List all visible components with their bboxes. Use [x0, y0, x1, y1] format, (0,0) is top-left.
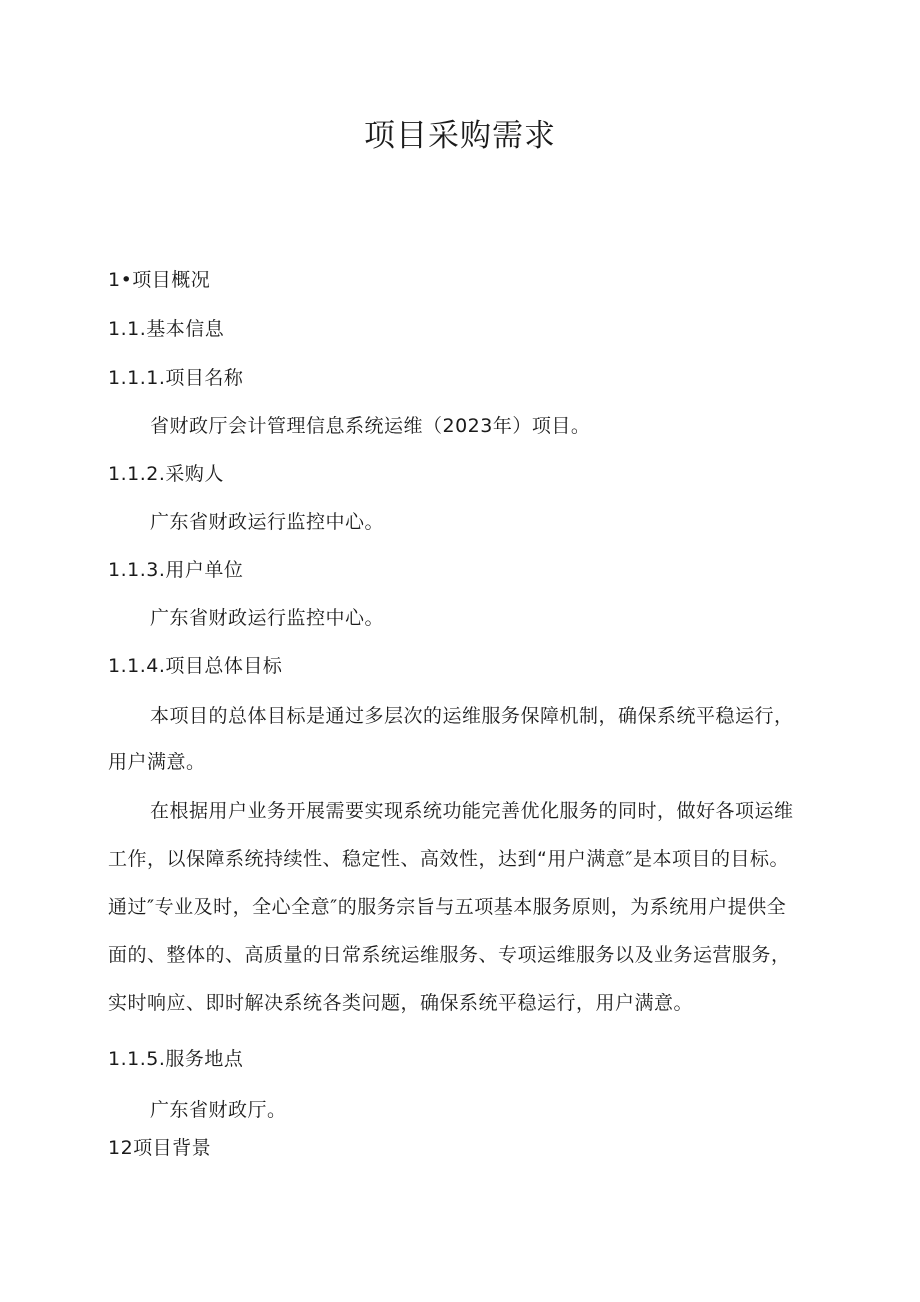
section-heading-project-background: 12项目背景: [108, 1137, 212, 1159]
section-heading-overall-goal: 1.1.4.项目总体目标: [108, 655, 283, 677]
section-heading-basic-info: 1.1.基本信息: [108, 318, 225, 340]
goal-detail-paragraph-line: 在根据用户业务开展需要实现系统功能完善优化服务的同时，做好各项运维: [150, 800, 794, 822]
section-heading-project-overview: 1•项目概况: [108, 269, 211, 291]
section-heading-project-name: 1.1.1.项目名称: [108, 367, 244, 389]
purchaser-text: 广东省财政运行监控中心。: [150, 511, 385, 533]
overall-goal-paragraph-line: 用户满意。: [108, 751, 206, 773]
project-name-text: 省财政厅会计管理信息系统运维（2023年）项目。: [150, 415, 591, 437]
user-unit-text: 广东省财政运行监控中心。: [150, 607, 385, 629]
goal-detail-paragraph-line: 通过″专业及时，全心全意″的服务宗旨与五项基本服务原则，为系统用户提供全: [108, 896, 787, 918]
overall-goal-paragraph-line: 本项目的总体目标是通过多层次的运维服务保障机制，确保系统平稳运行，: [150, 705, 794, 727]
section-heading-purchaser: 1.1.2.采购人: [108, 463, 224, 485]
goal-detail-paragraph-line: 实时响应、即时解决系统各类问题，确保系统平稳运行，用户满意。: [108, 992, 694, 1014]
section-heading-user-unit: 1.1.3.用户单位: [108, 559, 244, 581]
goal-detail-paragraph-line: 工作，以保障系统持续性、稳定性、高效性，达到“用户满意″是本项目的目标。: [108, 848, 789, 870]
goal-detail-paragraph-line: 面的、整体的、高质量的日常系统运维服务、专项运维服务以及业务运营服务，: [108, 944, 791, 966]
page-title: 项目采购需求: [364, 118, 556, 154]
section-heading-service-location: 1.1.5.服务地点: [108, 1048, 244, 1070]
service-location-text: 广东省财政厅。: [150, 1099, 287, 1121]
